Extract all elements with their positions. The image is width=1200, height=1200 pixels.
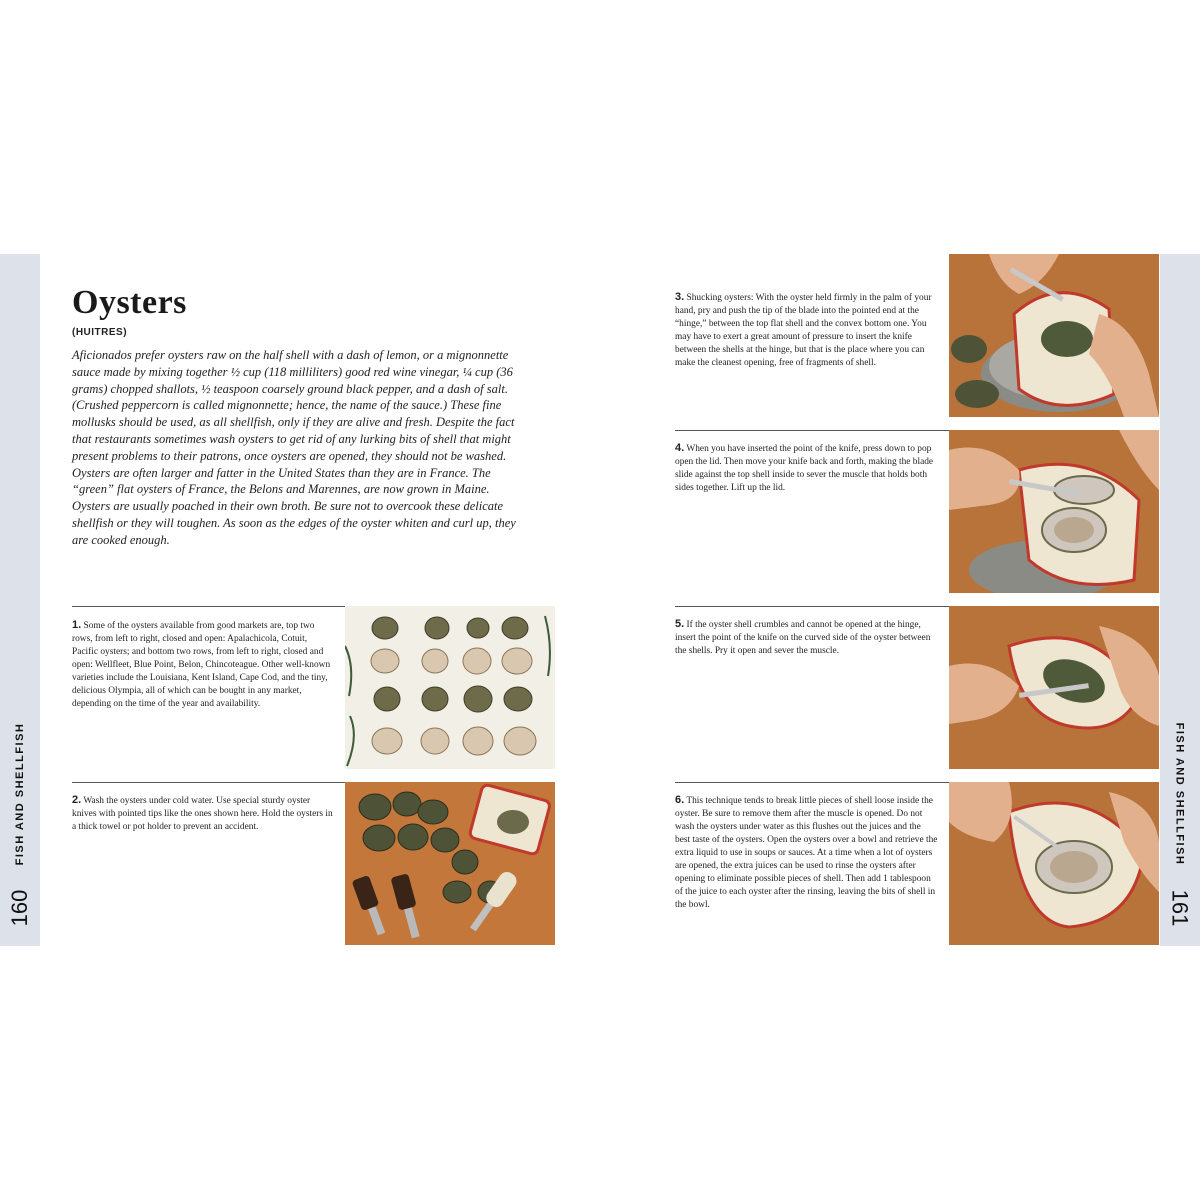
step-5-number: 5. — [675, 618, 685, 630]
section-label-right: FISH AND SHELLFISH — [1174, 722, 1186, 866]
step-6-caption — [675, 794, 938, 912]
step-5-text: If the oyster shell crumbles and cannot be opened at the hinge, insert the point of the knife on the curved side of the oyster between the shells. Pry it open and sever the muscle. — [675, 620, 931, 656]
step-2-photo-oysters-and-knives — [345, 782, 555, 945]
step-4-caption — [675, 442, 938, 495]
step-2-text: Wash the oysters under cold water. Use special sturdy oyster knives with pointed tips like the ones shown here. Hold the oysters in a thick towel or pot holder to prevent an accident. — [72, 796, 333, 832]
right-margin-labels — [1160, 254, 1200, 946]
step-4-number: 4. — [675, 442, 685, 454]
step-5-caption — [675, 618, 938, 658]
step-3-caption — [675, 291, 938, 370]
step-5-photo-side-opening — [949, 606, 1159, 769]
step-1-caption — [72, 619, 334, 711]
step-6-text: This technique tends to break little pieces of shell loose inside the oyster. Be sure to remove them after the muscle is opened. Do not wash the oysters under water as this flushes out the juices and the best taste of the oysters. Open the oysters over a bowl and retrieve the extra liquid to use in soups or sauces. At a time when a lot of oysters are opened, the extra juices can be used to rinse the oysters after opening to eliminate possible pieces of shell. Then add 1 tablespoon of the juice to each oyster after the rinsing, leaving the bits of shell in the bowl. — [675, 796, 938, 910]
left-margin-labels — [0, 254, 40, 946]
section-label-left: FISH AND SHELLFISH — [14, 722, 26, 866]
intro-paragraph: Aficionados prefer oysters raw on the half shell with a dash of lemon, or a mignonnette sauce made by mixing together ½ cup (118 milliliters) good red wine vinegar, ¼ cup (36 grams) chopped shallots, ½ teaspoon coarsely ground black pepper, and a dash of salt. (Crushed peppercorn is called mignonnette; hence, the name of the sauce.) These fine mollusks should be used, as all shellfish, only if they are alive and fresh. Despite the fact that restaurants sometimes wash oysters to get rid of any lurking bits of shell that might present problems to their patrons, once oysters are opened, they should not be washed. Oysters are often larger and fatter in the United States than they are in France. The “green” flat oysters of France, the Belons and Marennes, are now grown in Maine. Oysters are usually poached in their own broth. Be sure not to overcook these delicate shellfish or they will toughen. As soon as the edges of the oyster whiten and curl up, they are cooked enough. — [72, 348, 516, 547]
step-6-photo-removing-shell-bits — [949, 782, 1159, 945]
page-number-right: 161 — [1168, 889, 1193, 927]
step-6-number: 6. — [675, 794, 685, 806]
page-subtitle: (HUITRES) — [72, 327, 128, 338]
step-2-caption — [72, 794, 334, 834]
page-number-left: 160 — [7, 889, 32, 927]
step-3-text: Shucking oysters: With the oyster held firmly in the palm of your hand, pry and push the tip of the blade into the pointed end at the “hinge,” between the top flat shell and the convex bottom one. You may have to exert a great amount of pressure to insert the knife between the shells at the hinge, but that is the place where you can make the cleanest opening, free of fragments of shell. — [675, 293, 932, 368]
step-4-photo-popping-lid — [949, 430, 1159, 593]
step-1-text: Some of the oysters available from good markets are, top two rows, from left to right, closed and open: Apalachicola, Cotuit, Pacific oysters; and bottom two rows, from left to right, closed and open: Wellfleet, Blue Point, Belon, Chincoteague. Other well-known varieties include the Louisiana, Kent Island, Cape Cod, and the tiny, delicious Olympia, all of which can be bought in any market, depending on the time of the year and availability. — [72, 621, 331, 709]
step-1-photo-oyster-varieties — [345, 606, 555, 769]
step-3-number: 3. — [675, 291, 685, 303]
step-1-number: 1. — [72, 619, 82, 631]
step-3-photo-shucking — [949, 254, 1159, 417]
step-2-number: 2. — [72, 794, 82, 806]
page-title: Oysters — [72, 284, 187, 321]
step-4-text: When you have inserted the point of the knife, press down to pop open the lid. Then move your knife back and forth, making the blade slide against the top shell inside to sever the muscle that holds both sides together. Lift up the lid. — [675, 444, 934, 493]
